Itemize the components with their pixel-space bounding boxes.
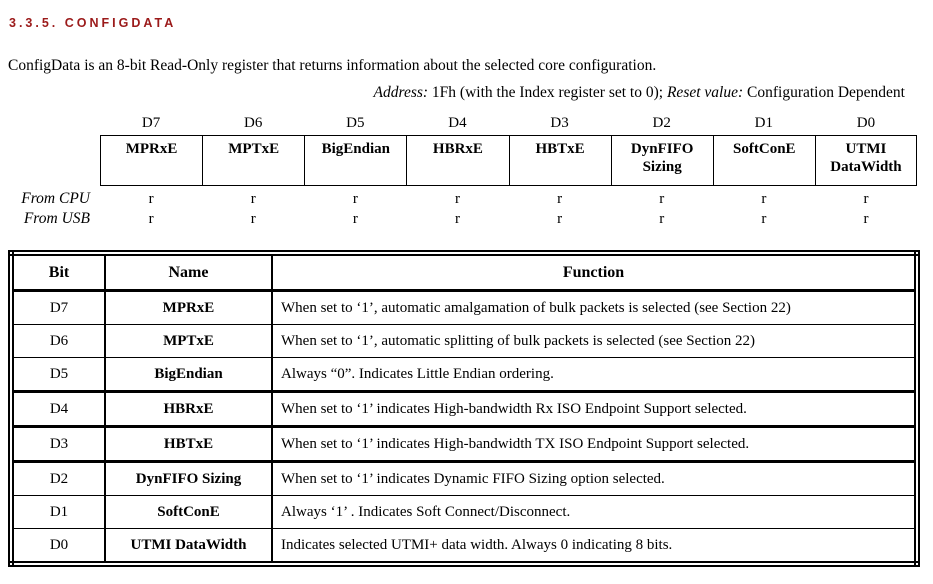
name-cell: BigEndian — [105, 358, 272, 392]
bit-label-d0: D0 — [856, 115, 876, 131]
register-field-bigendian: BigEndian — [304, 135, 406, 186]
bit-label-d1: D1 — [754, 115, 773, 131]
table-header-row — [11, 253, 917, 291]
access-row-from-cpu — [0, 189, 917, 209]
config-bit-table — [8, 250, 920, 567]
table-row-d3 — [11, 427, 917, 462]
function-cell: When set to ‘1’, automatic splitting of bulk packets is selected (see Section 22) — [272, 325, 917, 358]
name-cell: MPRxE — [105, 291, 272, 325]
register-field-mptxe: MPTxE — [202, 135, 304, 186]
bit-cell: D7 — [11, 291, 105, 325]
name-cell: UTMI DataWidth — [105, 529, 272, 565]
column-header-name: Name — [105, 253, 272, 291]
table-row-d6 — [11, 325, 917, 358]
access-value: r — [250, 210, 256, 227]
access-value: r — [659, 210, 665, 227]
access-value: r — [454, 210, 460, 227]
access-row-label: From CPU — [21, 190, 90, 207]
column-header-function: Function — [272, 253, 917, 291]
bit-cell: D2 — [11, 462, 105, 496]
address-label: Address: — [373, 84, 429, 101]
access-value: r — [557, 190, 563, 207]
bit-cell: D0 — [11, 529, 105, 565]
address-value: 1Fh (with the Index register set to 0); — [428, 84, 667, 101]
bit-label-d7: D7 — [141, 115, 161, 131]
access-value: r — [454, 190, 460, 207]
name-cell: DynFIFO Sizing — [105, 462, 272, 496]
access-value: r — [250, 190, 256, 207]
table-row-d1 — [11, 496, 917, 529]
access-value: r — [148, 190, 154, 207]
table-row-d2 — [11, 462, 917, 496]
bit-label-d4: D4 — [448, 115, 467, 131]
function-cell: Always “0”. Indicates Little Endian ordering. — [272, 358, 917, 392]
access-value: r — [148, 210, 154, 227]
reset-value: Configuration Dependent — [743, 84, 905, 101]
bit-cell: D5 — [11, 358, 105, 392]
name-cell: MPTxE — [105, 325, 272, 358]
access-value: r — [761, 190, 767, 207]
register-field-softcone: SoftConE — [713, 135, 815, 186]
function-cell: When set to ‘1’ indicates Dynamic FIFO Sizing option selected. — [272, 462, 917, 496]
function-cell: When set to ‘1’ indicates High-bandwidth Rx ISO Endpoint Support selected. — [272, 392, 917, 427]
function-cell: When set to ‘1’, automatic amalgamation of bulk packets is selected (see Section 22) — [272, 291, 917, 325]
table-row-d5 — [11, 358, 917, 392]
address-line — [0, 84, 905, 102]
section-heading: 3.3.5. CONFIGDATA — [9, 16, 177, 30]
column-header-bit: Bit — [11, 253, 105, 291]
access-value: r — [659, 190, 665, 207]
table-row-d4 — [11, 392, 917, 427]
access-value: r — [863, 210, 869, 227]
bit-cell: D3 — [11, 427, 105, 462]
register-field-utmi-datawidth: UTMI DataWidth — [815, 135, 917, 186]
access-value: r — [352, 210, 358, 227]
register-field-cells — [100, 135, 917, 186]
access-value: r — [863, 190, 869, 207]
register-access-rows — [0, 189, 933, 229]
table-row-d7 — [11, 291, 917, 325]
bit-label-d5: D5 — [346, 115, 365, 131]
access-row-label: From USB — [23, 210, 90, 227]
access-value: r — [557, 210, 563, 227]
register-diagram — [100, 115, 917, 186]
bit-label-d3: D3 — [550, 115, 569, 131]
name-cell: HBTxE — [105, 427, 272, 462]
register-bit-labels — [100, 115, 917, 135]
access-row-from-usb — [0, 209, 917, 229]
table-row-d0 — [11, 529, 917, 565]
bit-cell: D1 — [11, 496, 105, 529]
reset-value-label: Reset value: — [666, 84, 744, 101]
register-field-dynfifo-sizing: DynFIFO Sizing — [611, 135, 713, 186]
function-cell: Always ‘1’ . Indicates Soft Connect/Disconnect. — [272, 496, 917, 529]
register-field-hbtxe: HBTxE — [509, 135, 611, 186]
name-cell: SoftConE — [105, 496, 272, 529]
register-field-mprxe: MPRxE — [100, 135, 202, 186]
access-value: r — [761, 210, 767, 227]
name-cell: HBRxE — [105, 392, 272, 427]
bit-cell: D6 — [11, 325, 105, 358]
register-field-hbrxe: HBRxE — [406, 135, 508, 186]
intro-paragraph: ConfigData is an 8-bit Read-Only register that returns information about the selected core configuration. — [8, 57, 657, 74]
function-cell: When set to ‘1’ indicates High-bandwidth TX ISO Endpoint Support selected. — [272, 427, 917, 462]
bit-label-d6: D6 — [244, 115, 263, 131]
function-cell: Indicates selected UTMI+ data width. Always 0 indicating 8 bits. — [272, 529, 917, 565]
bit-label-d2: D2 — [652, 115, 671, 131]
bit-cell: D4 — [11, 392, 105, 427]
access-value: r — [352, 190, 358, 207]
